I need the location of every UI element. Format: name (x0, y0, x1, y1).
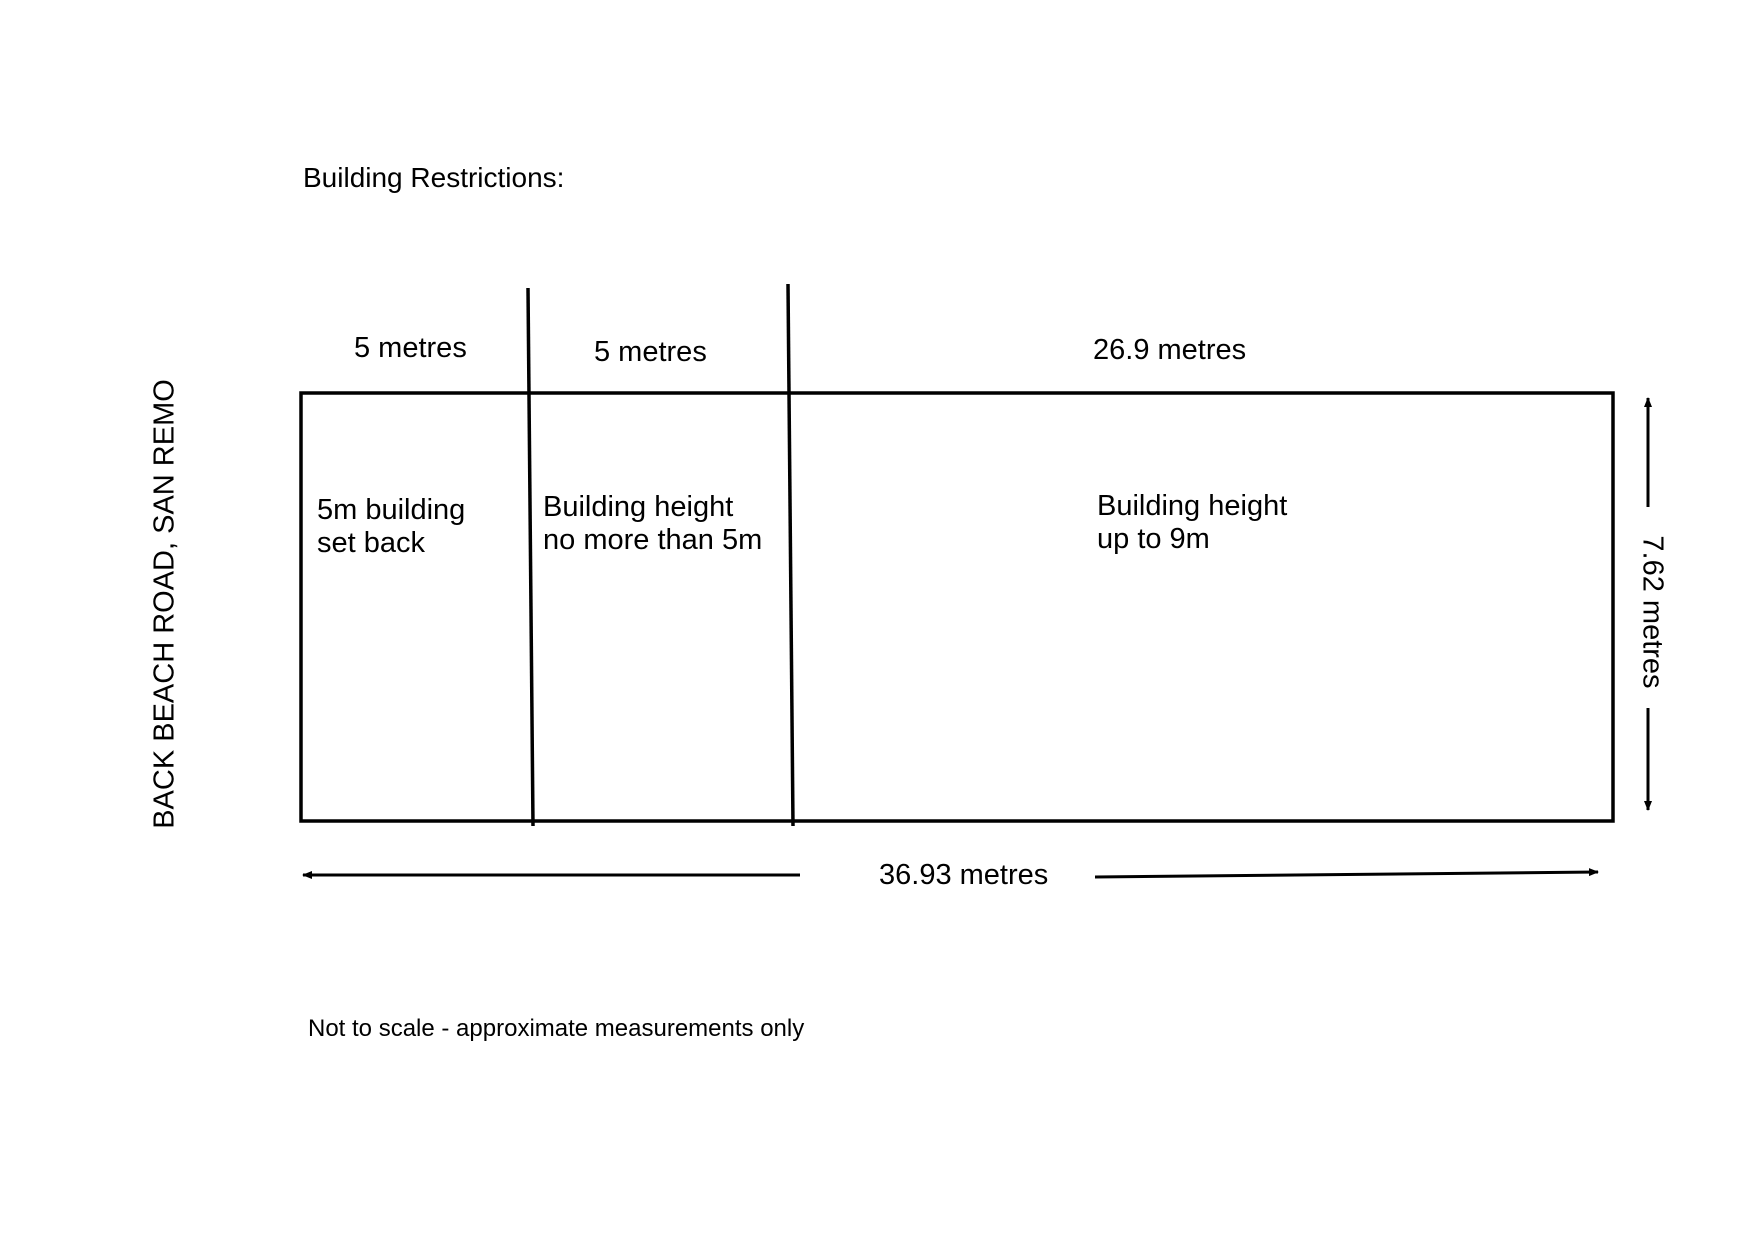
segment-label-height-9m: 26.9 metres (1093, 334, 1247, 366)
zone-height-9m-line2: up to 9m (1097, 523, 1210, 555)
road-label: BACK BEACH ROAD, SAN REMO (148, 379, 181, 829)
lot-boundary (301, 393, 1613, 821)
zone-height-5m-line2: no more than 5m (543, 524, 763, 556)
zone-height-5m-line1: Building height (543, 491, 734, 523)
zone-setback-line2: set back (317, 527, 425, 559)
scale-note: Not to scale - approximate measurements only (308, 1015, 805, 1042)
zone-label-setback (317, 494, 465, 560)
total-length-label: 36.93 metres (879, 859, 1049, 891)
setback-divider-line (528, 288, 533, 826)
diagram-title: Building Restrictions: (303, 162, 565, 193)
height-zone-divider-line (788, 284, 793, 826)
lot-width-label: 7.62 metres (1636, 535, 1669, 689)
segment-label-setback: 5 metres (354, 332, 467, 364)
segment-label-height-5m: 5 metres (594, 336, 707, 368)
zone-setback-line1: 5m building (317, 494, 466, 526)
zone-label-height-5m (543, 491, 762, 557)
zone-label-height-9m (1097, 490, 1287, 556)
zone-height-9m-line1: Building height (1097, 490, 1288, 522)
total-length-arrow-right (1095, 872, 1598, 877)
